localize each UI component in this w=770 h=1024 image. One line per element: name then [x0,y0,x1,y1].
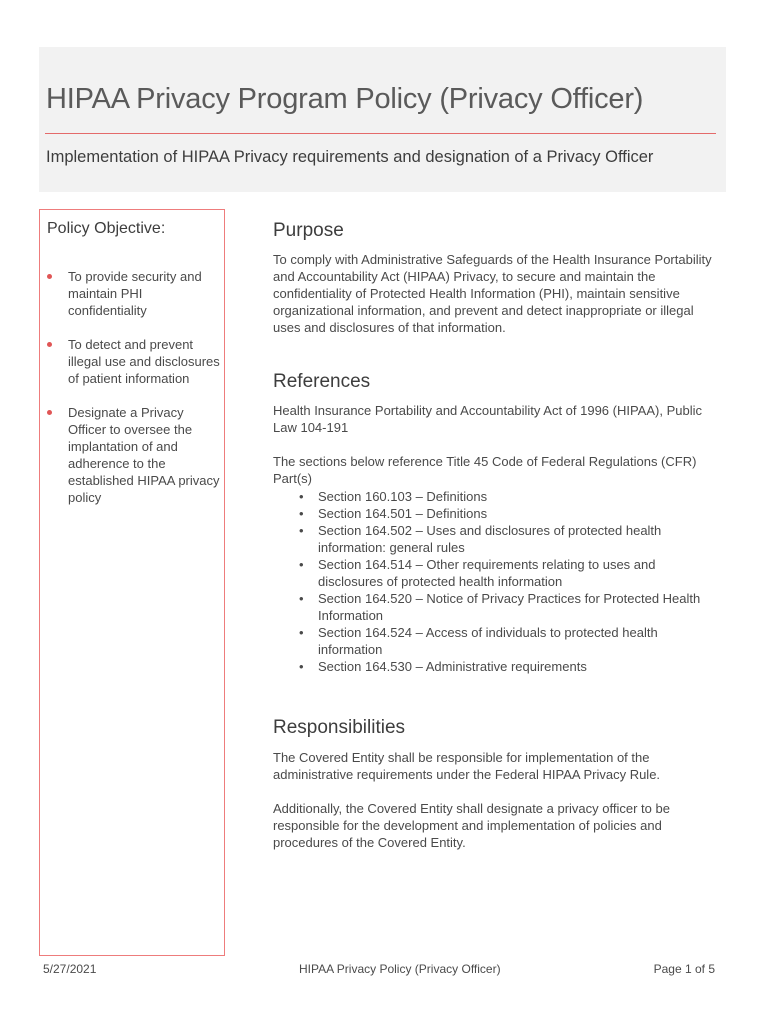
title-banner [39,47,726,192]
objective-item [40,336,224,387]
cfr-section-list [273,488,723,675]
cfr-section-text: Section 160.103 – Definitions [318,489,488,504]
bullet-dot-icon: • [299,591,304,606]
cfr-section-item [273,488,723,505]
purpose-heading: Purpose [273,220,344,241]
bullet-dot-icon [47,342,52,347]
purpose-text: To comply with Administrative Safeguards of the Health Insurance Portability and Accountability Act (HIPAA) Privacy, to secure and maintain the confidentiality of Protected Health Information (PHI), maintain sensitive organizational information, and prevent and detect inappropriate or illegal uses and disclosures of that information. [273,252,712,335]
title-divider [45,133,716,134]
cfr-section-item [273,658,723,675]
bullet-dot-icon: • [299,506,304,521]
bullet-dot-icon: • [299,659,304,674]
cfr-section-text: Section 164.520 – Notice of Privacy Practices for Protected Health Information [318,591,701,623]
responsibilities-text-additional: Additionally, the Covered Entity shall designate a privacy officer to be responsible for the development and implementation of policies and procedures of the Covered Entity. [273,801,670,850]
cfr-section-text: Section 164.502 – Uses and disclosures of protected health information: general rules [318,523,662,555]
bullet-dot-icon: • [299,489,304,504]
cfr-section-text: Section 164.501 – Definitions [318,506,488,521]
objective-text: To provide security and maintain PHI confidentiality [68,269,202,318]
page-title: HIPAA Privacy Program Policy (Privacy Officer) [46,83,644,115]
footer-date: 5/27/2021 [43,962,97,976]
footer-title: HIPAA Privacy Policy (Privacy Officer) [299,962,501,976]
objective-text: Designate a Privacy Officer to oversee the implantation of and adherence to the established HIPAA privacy policy [68,405,220,505]
cfr-section-item [273,556,723,590]
cfr-section-text: Section 164.524 – Access of individuals to protected health information [318,625,658,657]
responsibilities-text: The Covered Entity shall be responsible for implementation of the administrative requirements under the Federal HIPAA Privacy Rule. [273,750,661,782]
objective-item [40,268,224,319]
objective-item [40,404,224,506]
policy-objective-sidebar [39,209,225,956]
cfr-section-text: Section 164.514 – Other requirements relating to uses and disclosures of protected health information [318,557,656,589]
sidebar-heading: Policy Objective: [47,220,166,237]
cfr-section-item [273,522,723,556]
page-subtitle: Implementation of HIPAA Privacy requirements and designation of a Privacy Officer [46,148,654,166]
responsibilities-heading: Responsibilities [273,717,406,738]
bullet-dot-icon: • [299,625,304,640]
bullet-dot-icon [47,274,52,279]
bullet-dot-icon: • [299,557,304,572]
cfr-section-item [273,590,723,624]
bullet-dot-icon [47,410,52,415]
cfr-section-item [273,505,723,522]
cfr-section-item [273,624,723,658]
references-text: Health Insurance Portability and Accountability Act of 1996 (HIPAA), Public Law 104-191 [273,403,702,435]
objective-list [40,268,224,523]
bullet-dot-icon: • [299,523,304,538]
cfr-section-text: Section 164.530 – Administrative requirements [318,659,587,674]
footer-page-number: Page 1 of 5 [653,962,715,976]
references-cfr-text: The sections below reference Title 45 Code of Federal Regulations (CFR) Part(s) [273,454,697,486]
references-heading: References [273,371,371,392]
objective-text: To detect and prevent illegal use and disclosures of patient information [68,337,220,386]
